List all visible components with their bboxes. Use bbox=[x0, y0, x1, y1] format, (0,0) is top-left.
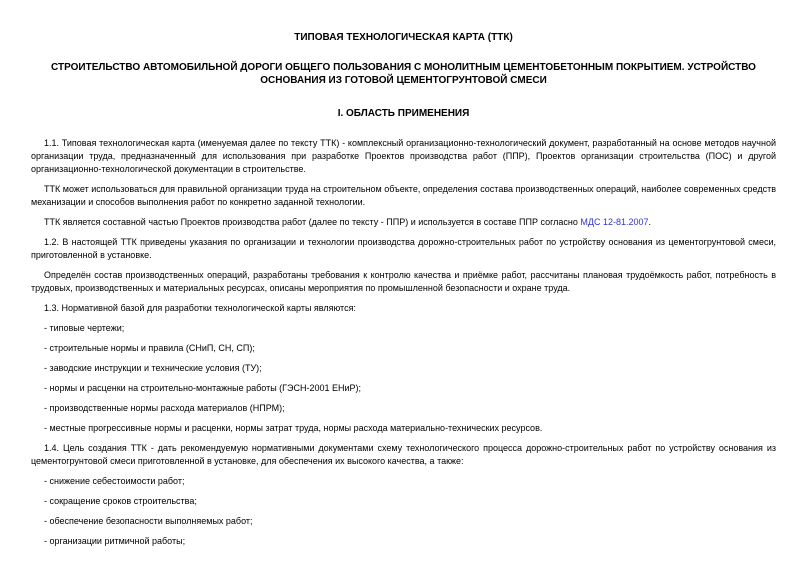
list-item-building-codes: - строительные нормы и правила (СНиП, СН, СП); bbox=[44, 343, 255, 353]
list-item-work-safety: - обеспечение безопасности выполняемых работ; bbox=[44, 516, 253, 526]
paragraph-ttk-ppr bbox=[31, 216, 776, 229]
list-item-norms-rates: - нормы и расценки на строительно-монтажные работы (ГЭСН-2001 ЕНиР); bbox=[44, 383, 362, 393]
document-subtitle: СТРОИТЕЛЬСТВО АВТОМОБИЛЬНОЙ ДОРОГИ ОБЩЕГО ПОЛЬЗОВАНИЯ С МОНОЛИТНЫМ ЦЕМЕНТОБЕТОННЫМ ПОКРЫТИЕМ. УСТРОЙСТВО ОСНОВАНИЯ ИЗ ГОТОВОЙ ЦЕМЕНТОГРУНТОВОЙ СМЕСИ bbox=[51, 62, 756, 86]
section-heading: I. ОБЛАСТЬ ПРИМЕНЕНИЯ bbox=[337, 108, 470, 119]
paragraph-text-before-link: ТТК является составной частью Проектов производства работ (далее по тексту - ППР) и используется в составе ППР согласно bbox=[44, 217, 581, 227]
document-title: ТИПОВАЯ ТЕХНОЛОГИЧЕСКАЯ КАРТА (ТТК) bbox=[294, 32, 513, 43]
paragraph-1-1: 1.1. Типовая технологическая карта (именуемая далее по тексту ТТК) - комплексный организационно-технологический документ, разработанный на основе методов научной организации труда, предназначенный для использования при разработке Проектов производства работ (ППР), Проектов организации строительства (ПОС) и другой организационно-технологической документации в строительстве. bbox=[31, 138, 776, 174]
paragraph-text-after-link: . bbox=[648, 217, 652, 227]
list-item-material-norms: - производственные нормы расхода материалов (НПРМ); bbox=[44, 403, 285, 413]
list-item-local-norms: - местные прогрессивные нормы и расценки, нормы затрат труда, нормы расхода материально-технических ресурсов. bbox=[44, 423, 543, 433]
list-item-time-reduction: - сокращение сроков строительства; bbox=[44, 496, 197, 506]
paragraph-1-3: 1.3. Нормативной базой для разработки технологической карты являются: bbox=[44, 303, 356, 313]
list-item-factory-instructions: - заводские инструкции и технические условия (ТУ); bbox=[44, 363, 262, 373]
list-item-rhythmic-work: - организации ритмичной работы; bbox=[44, 536, 186, 546]
paragraph-1-2: 1.2. В настоящей ТТК приведены указания по организации и технологии производства дорожно-строительных работ по устройству основания из цементогрунтовой смеси, приготовленной в установке. bbox=[31, 237, 776, 260]
paragraph-ttk-usage: ТТК может использоваться для правильной организации труда на строительном объекте, определения состава производственных операций, наиболее современных средств механизации и способов выполнения работ по конкретно заданной технологии. bbox=[31, 184, 776, 207]
paragraph-operations: Определён состав производственных операций, разработаны требования к контролю качества и приёмке работ, рассчитаны плановая трудоёмкость работ, потребность в трудовых, производственных и материальных ресурсах, описаны мероприятия по промышленной безопасности и охране труда. bbox=[31, 270, 776, 293]
paragraph-1-4: 1.4. Цель создания ТТК - дать рекомендуемую нормативными документами схему технологического процесса дорожно-строительных работ по устройству основания из цементогрунтовой смеси приготовленной в установке, для обеспечения их высокого качества, а также: bbox=[31, 443, 776, 466]
list-item-cost-reduction: - снижение себестоимости работ; bbox=[44, 476, 185, 486]
link-mds-12-81-2007[interactable]: МДС 12-81.2007 bbox=[580, 217, 649, 227]
list-item-typical-drawings: - типовые чертежи; bbox=[44, 323, 125, 333]
